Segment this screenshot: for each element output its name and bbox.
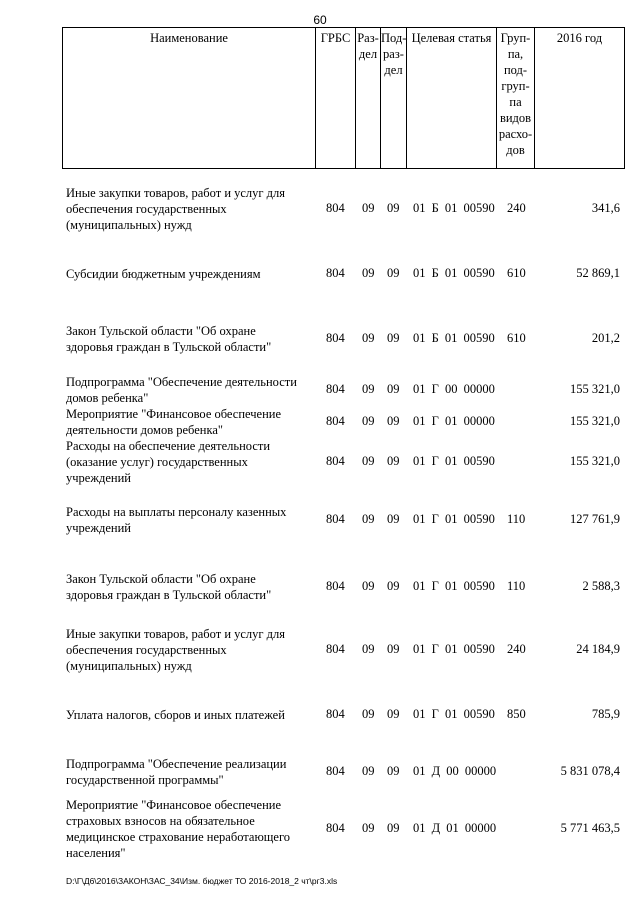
row-name: Закон Тульской области "Об охране здоровья граждан в Тульской области" — [66, 572, 272, 602]
row-name: Мероприятие "Финансовое обеспечение страховых взносов на обязательное медицинское страхование неработающего населения" — [66, 798, 291, 860]
row-gruppa: 850 — [507, 707, 526, 721]
table-row — [0, 756, 640, 788]
row-grbs: 804 — [326, 707, 345, 721]
row-grbs: 804 — [326, 266, 345, 280]
table-row — [0, 185, 640, 233]
row-gruppa: 110 — [507, 512, 526, 526]
table-row — [0, 707, 640, 723]
row-name: Подпрограмма "Обеспечение реализации государственной программы" — [66, 757, 287, 787]
row-grbs: 804 — [326, 331, 345, 345]
row-razdel: 09 — [362, 821, 375, 835]
row-podrazdel: 09 — [387, 579, 400, 593]
row-name: Уплата налогов, сборов и иных платежей — [66, 708, 285, 722]
row-celevaya: 01 Г 01 00590 — [413, 707, 495, 721]
table-row — [0, 406, 640, 438]
row-podrazdel: 09 — [387, 266, 400, 280]
row-podrazdel: 09 — [387, 454, 400, 468]
row-podrazdel: 09 — [387, 707, 400, 721]
header-celevaya: Целевая статья — [407, 28, 497, 168]
row-grbs: 804 — [326, 512, 345, 526]
row-celevaya: 01 Б 01 00590 — [413, 201, 495, 215]
row-name: Расходы на обеспечение деятельности (оказание услуг) государственных учреждений — [66, 439, 271, 485]
row-name: Расходы на выплаты персоналу казенных учреждений — [66, 505, 287, 535]
row-razdel: 09 — [362, 266, 375, 280]
header-grbs: ГРБС — [316, 28, 356, 168]
row-razdel: 09 — [362, 414, 375, 428]
row-gruppa: 610 — [507, 331, 526, 345]
row-celevaya: 01 Г 00 00000 — [413, 382, 495, 396]
row-razdel: 09 — [362, 331, 375, 345]
row-grbs: 804 — [326, 414, 345, 428]
row-sum: 155 321,0 — [570, 414, 620, 428]
row-sum: 201,2 — [591, 331, 620, 345]
row-podrazdel: 09 — [387, 642, 400, 656]
row-podrazdel: 09 — [387, 764, 400, 778]
row-podrazdel: 09 — [387, 331, 400, 345]
row-sum: 785,9 — [591, 707, 620, 721]
row-grbs: 804 — [326, 579, 345, 593]
table-row — [0, 438, 640, 486]
table-header — [62, 27, 625, 169]
table-row — [0, 266, 640, 282]
row-sum: 52 869,1 — [576, 266, 620, 280]
row-sum: 5 831 078,4 — [560, 764, 620, 778]
table-row — [0, 504, 640, 536]
row-grbs: 804 — [326, 382, 345, 396]
row-sum: 24 184,9 — [576, 642, 620, 656]
row-celevaya: 01 Г 01 00590 — [413, 579, 495, 593]
row-podrazdel: 09 — [387, 821, 400, 835]
row-razdel: 09 — [362, 201, 375, 215]
row-gruppa: 240 — [507, 201, 526, 215]
row-gruppa: 610 — [507, 266, 526, 280]
row-sum: 341,6 — [591, 201, 620, 215]
row-name: Закон Тульской области "Об охране здоровья граждан в Тульской области" — [66, 324, 272, 354]
row-razdel: 09 — [362, 512, 375, 526]
header-gruppa: Груп- па, под- груп- па видов расхо- дов — [497, 28, 535, 168]
row-razdel: 09 — [362, 707, 375, 721]
row-grbs: 804 — [326, 642, 345, 656]
header-razdel: Раз- дел — [356, 28, 381, 168]
row-razdel: 09 — [362, 382, 375, 396]
row-celevaya: 01 Г 01 00000 — [413, 414, 495, 428]
table-row — [0, 797, 640, 861]
row-sum: 127 761,9 — [570, 512, 620, 526]
row-celevaya: 01 Д 00 00000 — [413, 764, 497, 778]
row-name: Мероприятие "Финансовое обеспечение деятельности домов ребенка" — [66, 407, 282, 437]
row-celevaya: 01 Г 01 00590 — [413, 642, 495, 656]
table-row — [0, 323, 640, 355]
header-podrazdel: Под- раз- дел — [381, 28, 407, 168]
table-row — [0, 626, 640, 674]
row-razdel: 09 — [362, 579, 375, 593]
row-sum: 155 321,0 — [570, 454, 620, 468]
row-podrazdel: 09 — [387, 201, 400, 215]
row-podrazdel: 09 — [387, 414, 400, 428]
table-row — [0, 374, 640, 406]
page-number: 60 — [313, 13, 327, 27]
row-razdel: 09 — [362, 454, 375, 468]
row-sum: 155 321,0 — [570, 382, 620, 396]
row-podrazdel: 09 — [387, 512, 400, 526]
row-podrazdel: 09 — [387, 382, 400, 396]
row-gruppa: 110 — [507, 579, 526, 593]
row-celevaya: 01 Д 01 00000 — [413, 821, 497, 835]
row-sum: 2 588,3 — [582, 579, 620, 593]
row-sum: 5 771 463,5 — [560, 821, 620, 835]
row-razdel: 09 — [362, 764, 375, 778]
row-celevaya: 01 Б 01 00590 — [413, 266, 495, 280]
row-gruppa: 240 — [507, 642, 526, 656]
row-name: Субсидии бюджетным учреждениям — [66, 267, 261, 281]
header-year: 2016 год — [556, 31, 603, 45]
row-celevaya: 01 Г 01 00590 — [413, 512, 495, 526]
row-grbs: 804 — [326, 201, 345, 215]
table-row — [0, 571, 640, 603]
row-celevaya: 01 Б 01 00590 — [413, 331, 495, 345]
row-grbs: 804 — [326, 764, 345, 778]
row-grbs: 804 — [326, 454, 345, 468]
row-celevaya: 01 Г 01 00590 — [413, 454, 495, 468]
header-name: Наименование — [63, 28, 316, 168]
row-grbs: 804 — [326, 821, 345, 835]
row-name: Подпрограмма "Обеспечение деятельности домов ребенка" — [66, 375, 297, 405]
row-razdel: 09 — [362, 642, 375, 656]
file-path-footer: D:\Г\Д6\2016\ЗАКОН\ЗАС_34\Изм. бюджет ТО 2016-2018_2 чт\рг3.xls — [66, 876, 338, 886]
row-name: Иные закупки товаров, работ и услуг для обеспечения государственных (муниципальных) нужд — [66, 627, 286, 673]
row-name: Иные закупки товаров, работ и услуг для обеспечения государственных (муниципальных) нужд — [66, 186, 286, 232]
